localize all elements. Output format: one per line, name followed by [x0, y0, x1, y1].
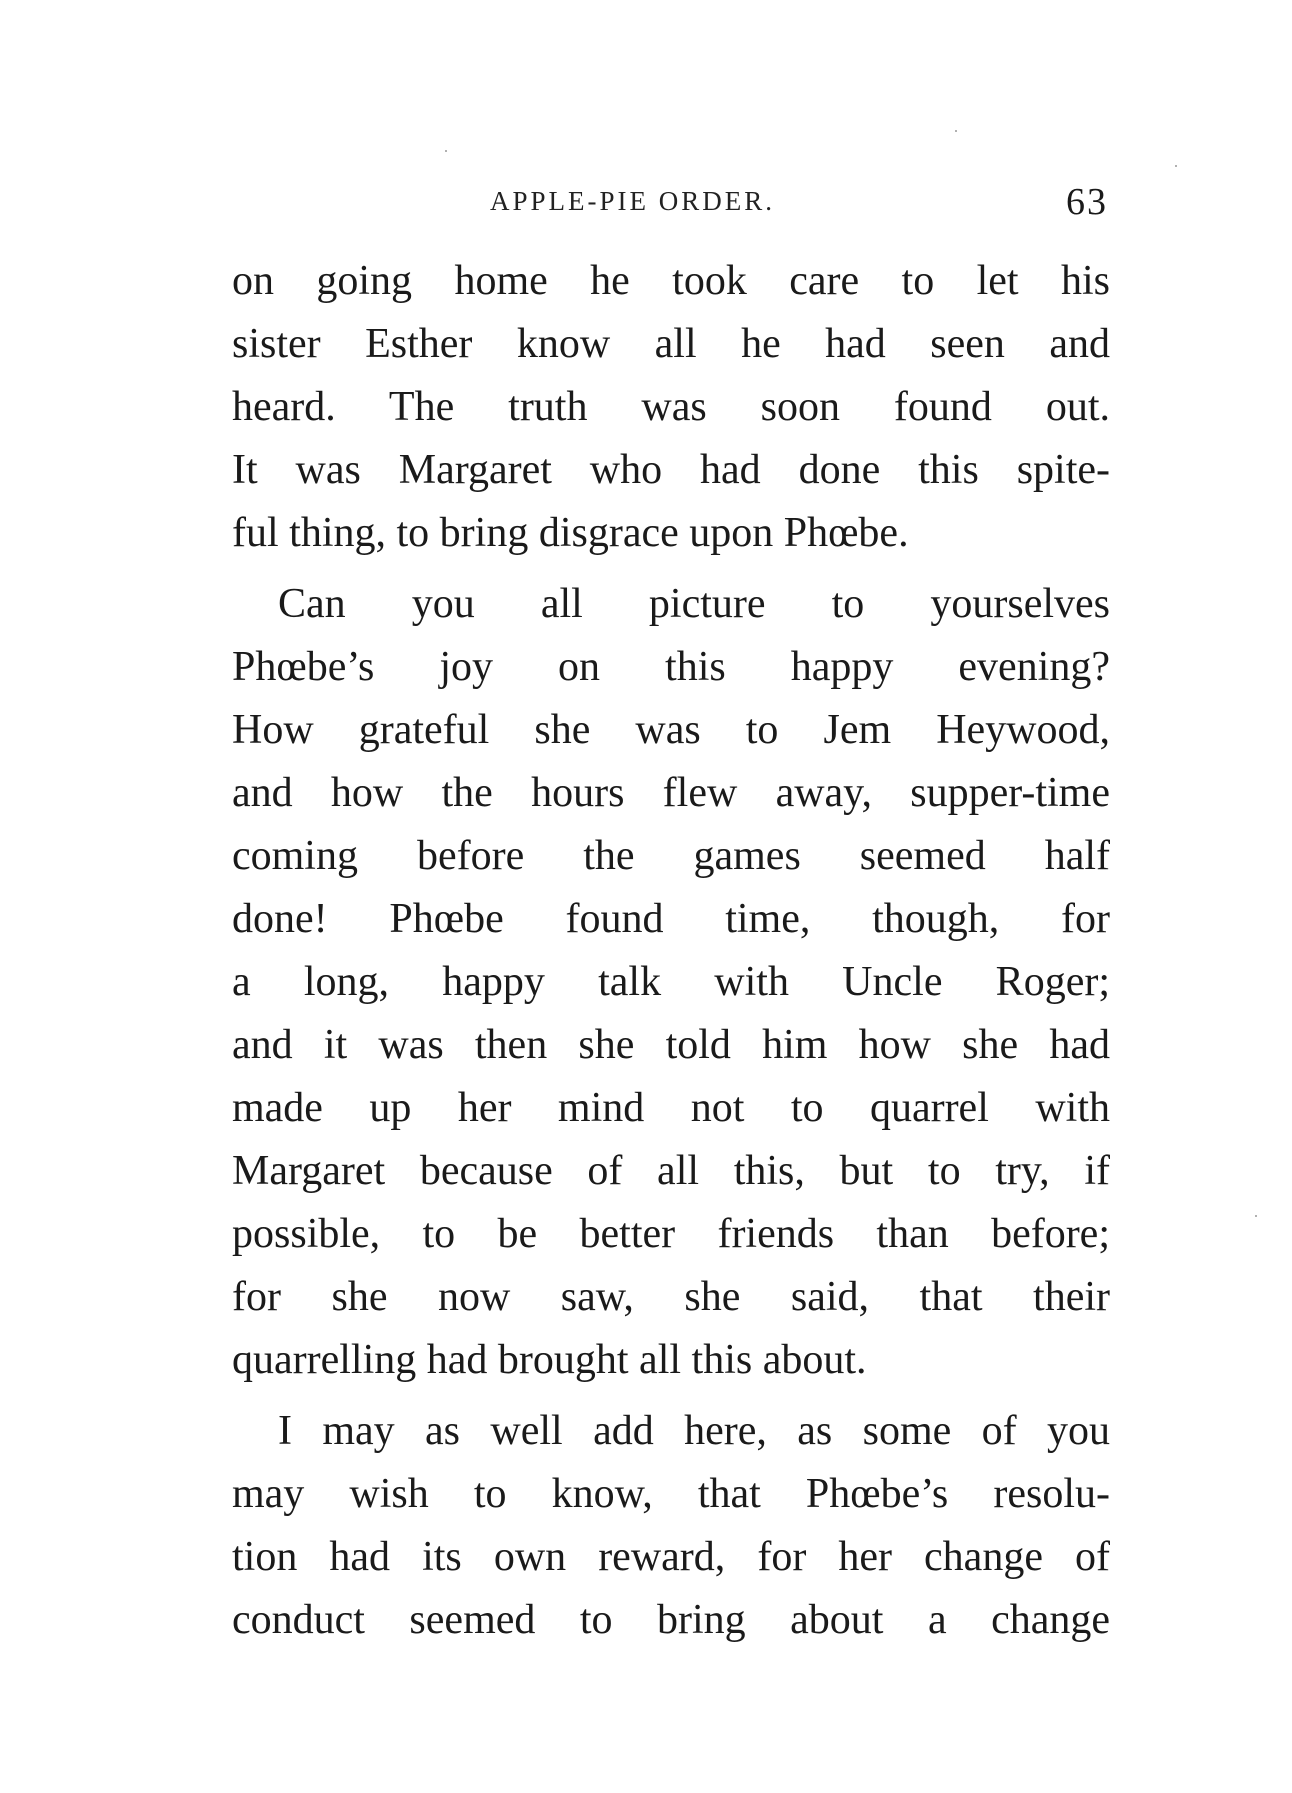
text-line: may wish to know, that Phœbe’s resolu-	[232, 1471, 1110, 1517]
text-line: done! Phœbe found time, though, for	[232, 896, 1110, 942]
paper-speck	[1175, 165, 1177, 167]
text-line: sister Esther know all he had seen and	[232, 321, 1110, 367]
text-line: for she now saw, she said, that their	[232, 1274, 1110, 1320]
text-line: Can you all picture to yourselves	[278, 581, 1110, 627]
page-number: 63	[1066, 181, 1108, 223]
text-line: tion had its own reward, for her change of	[232, 1534, 1110, 1580]
paper-speck	[1255, 1215, 1257, 1217]
text-line: I may as well add here, as some of you	[278, 1408, 1110, 1454]
text-line: and how the hours flew away, supper-time	[232, 770, 1110, 816]
text-line: and it was then she told him how she had	[232, 1022, 1110, 1068]
text-line: conduct seemed to bring about a change	[232, 1597, 1110, 1643]
text-line: quarrelling had brought all this about.	[232, 1337, 867, 1383]
text-line: heard. The truth was soon found out.	[232, 384, 1110, 430]
text-line: on going home he took care to let his	[232, 258, 1110, 304]
paper-speck	[955, 130, 957, 132]
text-line: Margaret because of all this, but to try, if	[232, 1148, 1110, 1194]
paper-speck	[445, 150, 447, 152]
text-line: Phœbe’s joy on this happy evening?	[232, 644, 1110, 690]
running-header	[232, 180, 1110, 224]
text-line: ful thing, to bring disgrace upon Phœbe.	[232, 510, 909, 556]
text-line: a long, happy talk with Uncle Roger;	[232, 959, 1110, 1005]
body-text	[232, 250, 1110, 1652]
text-line: possible, to be better friends than before;	[232, 1211, 1110, 1257]
text-line: made up her mind not to quarrel with	[232, 1085, 1110, 1131]
text-line: coming before the games seemed half	[232, 833, 1110, 879]
text-line: How grateful she was to Jem Heywood,	[232, 707, 1110, 753]
running-title: APPLE-PIE ORDER.	[490, 186, 776, 216]
text-line: It was Margaret who had done this spite-	[232, 447, 1110, 493]
